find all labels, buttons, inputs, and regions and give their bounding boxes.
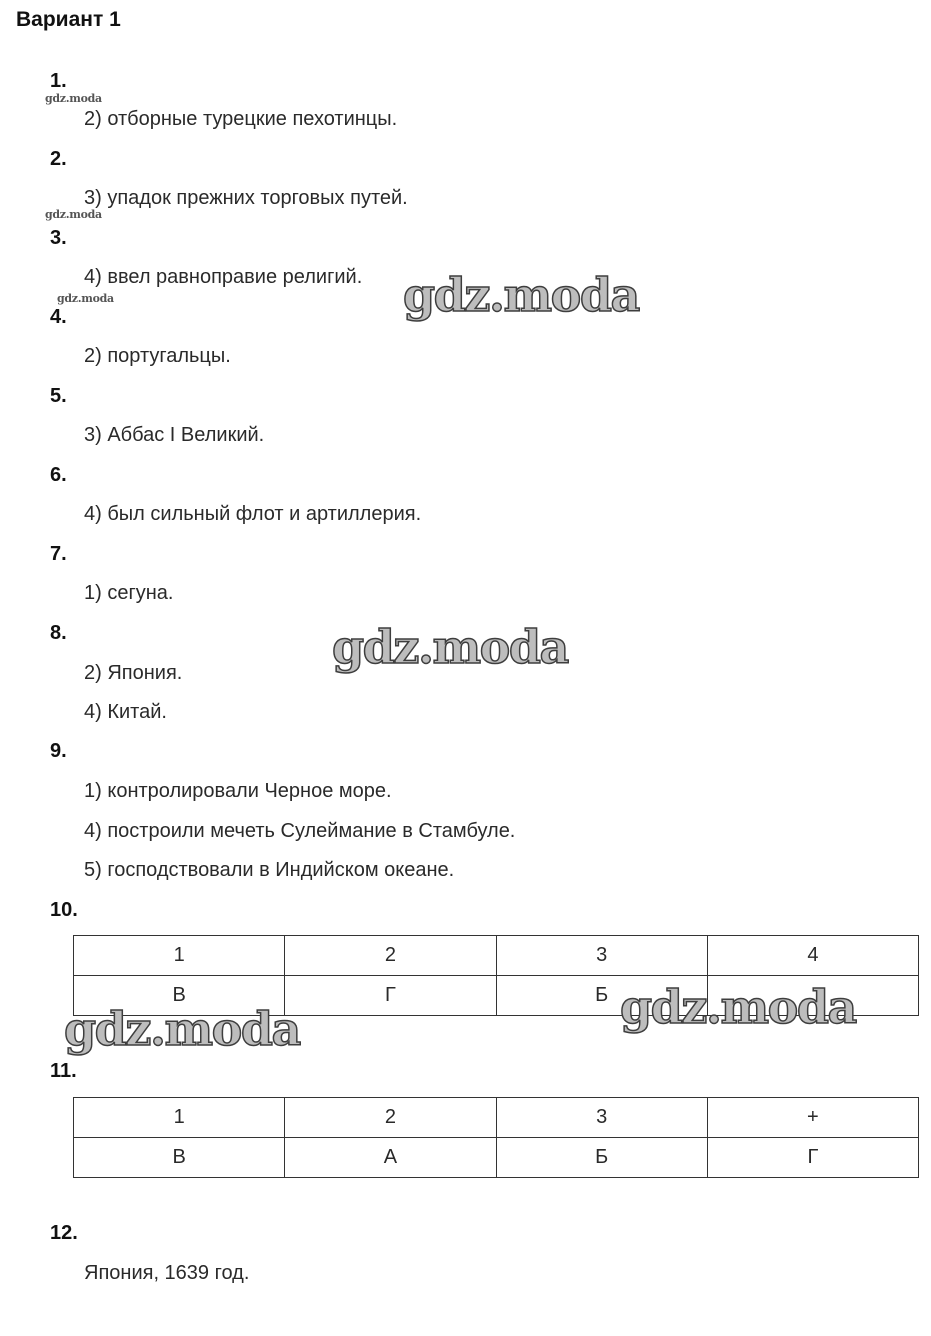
page-title: Вариант 1 xyxy=(16,8,121,31)
answer-8-1: 2) Япония. xyxy=(84,662,183,684)
question-number-10: 10. xyxy=(50,899,78,921)
answer-2-1: 3) упадок прежних торговых путей. xyxy=(84,187,408,209)
watermark-large: gdz.moda xyxy=(620,980,856,1034)
answer-5-1: 3) Аббас I Великий. xyxy=(84,424,265,446)
question-number-1: 1. xyxy=(50,70,67,92)
table-11-header-cell: 1 xyxy=(74,1098,285,1138)
table-11-value-cell: А xyxy=(285,1138,496,1178)
answer-6-1: 4) был сильный флот и артиллерия. xyxy=(84,503,422,525)
table-10-header-cell: 3 xyxy=(496,936,707,976)
table-11-header-cell: + xyxy=(707,1098,918,1138)
watermark-small: gdz.moda xyxy=(45,92,102,105)
question-number-12: 12. xyxy=(50,1222,78,1244)
question-number-6: 6. xyxy=(50,464,67,486)
question-number-3: 3. xyxy=(50,227,67,249)
watermark-small: gdz.moda xyxy=(57,292,114,305)
question-number-2: 2. xyxy=(50,148,67,170)
table-11-value-cell: В xyxy=(74,1138,285,1178)
answer-9-2: 4) построили мечеть Сулеймание в Стамбуле. xyxy=(84,820,516,842)
answer-3-1: 4) ввел равноправие религий. xyxy=(84,266,363,288)
answer-7-1: 1) сегуна. xyxy=(84,582,174,604)
table-11-value-cell: Г xyxy=(707,1138,918,1178)
answer-9-1: 1) контролировали Черное море. xyxy=(84,780,392,802)
question-number-7: 7. xyxy=(50,543,67,565)
watermark-large: gdz.moda xyxy=(332,620,568,674)
question-number-11: 11. xyxy=(50,1060,77,1082)
question-number-9: 9. xyxy=(50,740,67,762)
table-10-value-cell: Б xyxy=(496,976,707,1016)
table-11-value-cell: Б xyxy=(496,1138,707,1178)
answer-table-11 xyxy=(73,1097,919,1178)
table-10-header-cell: 1 xyxy=(74,936,285,976)
watermark-large: gdz.moda xyxy=(403,268,639,322)
answer-1-1: 2) отборные турецкие пехотинцы. xyxy=(84,108,398,130)
table-10-header-cell: 2 xyxy=(285,936,496,976)
table-10-value-cell: Г xyxy=(285,976,496,1016)
table-10-header-cell: 4 xyxy=(707,936,918,976)
table-11-header-cell: 2 xyxy=(285,1098,496,1138)
table-11-header-cell: 3 xyxy=(496,1098,707,1138)
question-number-4: 4. xyxy=(50,306,67,328)
question-number-8: 8. xyxy=(50,622,67,644)
answer-12-1: Япония, 1639 год. xyxy=(84,1262,250,1284)
answer-4-1: 2) португальцы. xyxy=(84,345,231,367)
answer-9-3: 5) господствовали в Индийском океане. xyxy=(84,859,455,881)
question-number-5: 5. xyxy=(50,385,67,407)
watermark-large: gdz.moda xyxy=(64,1002,300,1056)
watermark-small: gdz.moda xyxy=(45,208,102,221)
table-10-value-cell: В xyxy=(74,976,285,1016)
answer-8-2: 4) Китай. xyxy=(84,701,167,723)
